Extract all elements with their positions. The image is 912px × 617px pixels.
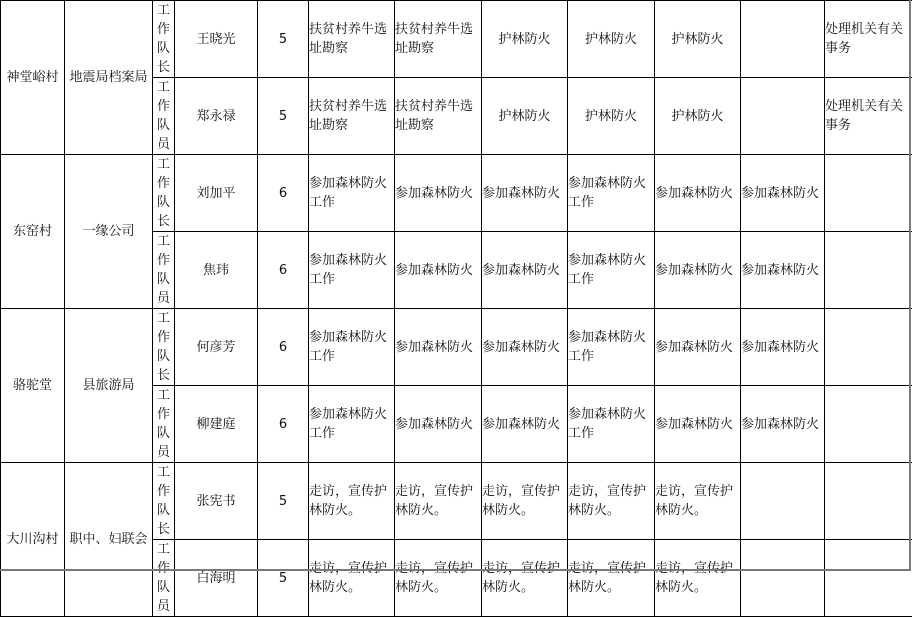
task-cell: 参加森林防火工作 <box>568 232 655 309</box>
days-cell: 5 <box>258 78 309 155</box>
task-cell: 参加森林防火 <box>482 155 568 232</box>
task-cell: 参加森林防火 <box>655 309 741 386</box>
role-label: 工作队员 <box>157 386 171 462</box>
days-cell: 6 <box>258 232 309 309</box>
task-cell: 参加森林防火工作 <box>309 155 395 232</box>
role-label: 工作队长 <box>157 155 171 231</box>
task-cell: 参加森林防火 <box>741 309 825 386</box>
task-cell: 参加森林防火工作 <box>309 232 395 309</box>
days-cell: 5 <box>258 463 309 540</box>
task-cell: 参加森林防火 <box>482 386 568 463</box>
task-cell: 参加森林防火工作 <box>309 309 395 386</box>
task-cell: 走访，宣传护林防火。 <box>568 463 655 540</box>
unit-cell: 一缘公司 <box>65 155 153 309</box>
village-cell: 东窑村 <box>1 155 65 309</box>
task-cell: 护林防火 <box>568 78 655 155</box>
task-cell: 参加森林防火 <box>655 155 741 232</box>
name-cell: 何彦芳 <box>175 309 258 386</box>
role-label: 工作队员 <box>157 78 171 154</box>
task-cell: 参加森林防火 <box>482 232 568 309</box>
task-cell: 护林防火 <box>655 1 741 78</box>
task-cell: 参加森林防火 <box>395 309 482 386</box>
name-cell: 王晓光 <box>175 1 258 78</box>
task-cell: 扶贫村养牛选址勘察 <box>309 1 395 78</box>
unit-cell: 县旅游局 <box>65 309 153 463</box>
task-cell: 参加森林防火工作 <box>568 155 655 232</box>
days-cell: 5 <box>258 540 309 617</box>
task-cell: 参加森林防火工作 <box>568 386 655 463</box>
task-cell: 扶贫村养牛选址勘察 <box>395 1 482 78</box>
task-cell: 参加森林防火 <box>395 155 482 232</box>
name-cell: 刘加平 <box>175 155 258 232</box>
task-cell: 参加森林防火 <box>482 309 568 386</box>
days-cell: 6 <box>258 309 309 386</box>
task-cell: 走访，宣传护林防火。 <box>482 463 568 540</box>
task-cell: 扶贫村养牛选址勘察 <box>395 78 482 155</box>
task-cell: 护林防火 <box>655 78 741 155</box>
name-cell: 白海明 <box>175 540 258 617</box>
village-cell: 大川沟村 <box>1 463 65 617</box>
task-cell: 走访，宣传护林防火。 <box>655 540 741 617</box>
note-cell: 处理机关有关事务 <box>825 78 912 155</box>
task-cell: 护林防火 <box>568 1 655 78</box>
village-cell: 神堂峪村 <box>1 1 65 155</box>
days-cell: 6 <box>258 386 309 463</box>
role-label: 工作队员 <box>157 540 171 616</box>
task-cell: 护林防火 <box>482 78 568 155</box>
note-cell: 处理机关有关事务 <box>825 1 912 78</box>
task-cell: 参加森林防火工作 <box>309 386 395 463</box>
task-cell: 参加森林防火 <box>655 386 741 463</box>
task-cell: 走访，宣传护林防火。 <box>655 463 741 540</box>
unit-cell: 地震局档案局 <box>65 1 153 155</box>
task-cell: 参加森林防火 <box>395 232 482 309</box>
days-cell: 6 <box>258 155 309 232</box>
name-cell: 焦玮 <box>175 232 258 309</box>
task-cell: 护林防火 <box>482 1 568 78</box>
role-label: 工作队长 <box>157 463 171 539</box>
name-cell: 郑永禄 <box>175 78 258 155</box>
task-cell: 扶贫村养牛选址勘察 <box>309 78 395 155</box>
unit-cell: 职中、妇联会 <box>65 463 153 617</box>
name-cell: 柳建庭 <box>175 386 258 463</box>
task-cell: 走访，宣传护林防火。 <box>482 540 568 617</box>
task-cell: 参加森林防火 <box>655 232 741 309</box>
role-label: 工作队长 <box>157 1 171 77</box>
task-cell: 参加森林防火工作 <box>568 309 655 386</box>
task-cell: 走访，宣传护林防火。 <box>309 463 395 540</box>
task-cell: 走访，宣传护林防火。 <box>309 540 395 617</box>
task-cell: 走访，宣传护林防火。 <box>568 540 655 617</box>
task-cell: 参加森林防火 <box>741 386 825 463</box>
task-cell: 参加森林防火 <box>741 155 825 232</box>
task-cell: 走访，宣传护林防火。 <box>395 540 482 617</box>
days-cell: 5 <box>258 1 309 78</box>
task-cell: 走访，宣传护林防火。 <box>395 463 482 540</box>
village-cell: 骆驼堂 <box>1 309 65 463</box>
role-label: 工作队长 <box>157 309 171 385</box>
name-cell: 张宪书 <box>175 463 258 540</box>
task-cell: 参加森林防火 <box>395 386 482 463</box>
role-label: 工作队员 <box>157 232 171 308</box>
task-cell: 参加森林防火 <box>741 232 825 309</box>
